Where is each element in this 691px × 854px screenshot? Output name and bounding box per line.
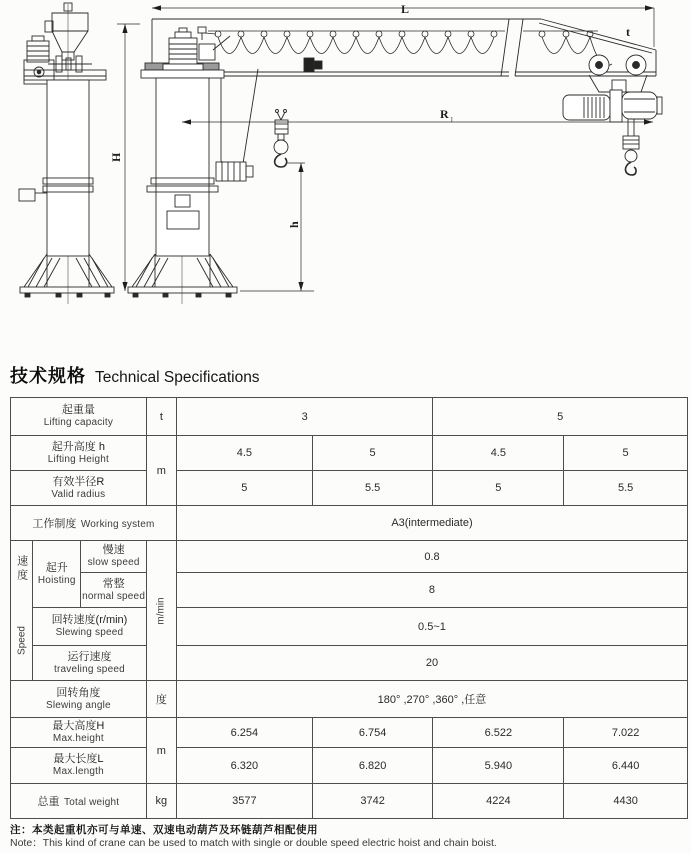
- label-en: Total weight: [64, 797, 120, 808]
- dim-label-R: R: [440, 107, 449, 121]
- value-radius-3: 5: [433, 471, 564, 506]
- electric-hoist: [563, 55, 662, 122]
- front-view: [128, 19, 662, 304]
- dimension-h: [240, 163, 314, 291]
- label-zh: 常整: [102, 577, 125, 590]
- row-normal-speed: [11, 573, 688, 608]
- label-en: slow speed: [87, 557, 140, 569]
- label-slewing-angle: [11, 681, 147, 718]
- unit-degree: 度: [146, 681, 176, 718]
- slewing-motor: [163, 28, 203, 70]
- value-traveling-speed: 20: [176, 646, 687, 681]
- label-en: normal speed: [82, 590, 146, 602]
- row-max-height: [11, 718, 688, 748]
- label-traveling-speed: [33, 646, 147, 681]
- value-height-3: 4.5: [433, 436, 564, 471]
- label-speed-group: [11, 541, 33, 681]
- value-max-length-2: 6.820: [312, 748, 433, 784]
- unit-kg: kg: [146, 784, 176, 819]
- row-valid-radius: [11, 471, 688, 506]
- footnote-zh: 注：本类起重机亦可与单速、双速电动葫芦及环链葫芦相配使用: [10, 824, 318, 836]
- unit-m: m: [146, 436, 176, 506]
- row-total-weight: [11, 784, 688, 819]
- label-en: Slewing speed: [55, 627, 124, 639]
- value-weight-2: 3742: [312, 784, 433, 819]
- label-lifting-height: [11, 436, 147, 471]
- unit-m: m: [146, 718, 176, 784]
- label-en: Lifting Height: [47, 453, 109, 465]
- label-slewing-speed: [33, 608, 147, 646]
- label-zh: 回转速度(r/min): [51, 614, 128, 627]
- jib-crane-drawing: [0, 0, 691, 355]
- column-base: [128, 254, 237, 297]
- section-title-zh: 技术规格: [10, 366, 86, 386]
- label-en-vertical: Speed: [16, 626, 28, 655]
- rail-stop: [304, 58, 322, 72]
- label-zh: 起重量: [61, 404, 95, 417]
- label-en: Valid radius: [51, 488, 106, 500]
- label-zh: 慢速: [102, 544, 125, 557]
- label-max-length: [11, 748, 147, 784]
- value-slow-speed: 0.8: [176, 541, 687, 573]
- dim-label-R-sub: 1: [450, 116, 454, 124]
- row-traveling-speed: [11, 646, 688, 681]
- label-lifting-capacity: [11, 398, 147, 436]
- row-working-system: [11, 506, 688, 541]
- value-capacity-3: 3: [176, 398, 433, 436]
- festoon-cable: [205, 31, 612, 65]
- footnote-en: Note：This kind of crane can be used to match with single or double speed electric hoist and chain boist.: [10, 837, 497, 850]
- label-total-weight: [11, 784, 147, 819]
- column-base: [20, 254, 114, 297]
- label-normal-speed: [81, 573, 146, 608]
- row-lifting-height: [11, 436, 688, 471]
- label-working-system: [11, 506, 177, 541]
- unit-vertical: m/min: [155, 596, 167, 625]
- section-title: [10, 362, 260, 388]
- side-view: [19, 3, 114, 304]
- section-title-en: Technical Specifications: [95, 369, 260, 386]
- label-en: traveling speed: [54, 663, 125, 675]
- cable-clamp: [198, 27, 206, 40]
- value-weight-1: 3577: [176, 784, 312, 819]
- row-slewing-angle: [11, 681, 688, 718]
- unit-m-min: [146, 541, 176, 681]
- value-slewing-speed: 0.5~1: [176, 608, 687, 646]
- value-max-height-1: 6.254: [176, 718, 312, 748]
- value-max-height-3: 6.522: [433, 718, 564, 748]
- label-hoisting: [33, 541, 81, 608]
- label-zh: 有效半径R: [52, 475, 105, 488]
- label-valid-radius: [11, 471, 147, 506]
- label-en: Slewing angle: [45, 699, 111, 711]
- label-zh: 最大高度H: [52, 720, 105, 733]
- label-slow-speed: [81, 541, 146, 573]
- row-max-length: [11, 748, 688, 784]
- label-max-height: [11, 718, 147, 748]
- value-weight-4: 4430: [564, 784, 688, 819]
- boom: [152, 19, 656, 76]
- dim-label-H: H: [109, 152, 123, 162]
- value-max-length-4: 6.440: [564, 748, 688, 784]
- value-working-system: A3(intermediate): [176, 506, 687, 541]
- label-zh: 回转角度: [56, 686, 101, 699]
- value-slewing-angle: 180° ,270° ,360° ,任意: [176, 681, 687, 718]
- label-zh-vertical: 速度: [15, 555, 28, 583]
- hook-block-min-radius: [274, 110, 288, 168]
- value-max-height-2: 6.754: [312, 718, 433, 748]
- label-en: Max.height: [52, 733, 104, 745]
- label-zh: 总重: [37, 796, 60, 808]
- row-slewing-speed: [11, 608, 688, 646]
- row-lifting-capacity: [11, 398, 688, 436]
- label-en: Max.length: [52, 766, 104, 778]
- label-en: Lifting capacity: [43, 417, 114, 429]
- label-zh: 工作制度: [32, 518, 77, 530]
- label-zh: 最大长度L: [53, 753, 104, 766]
- value-max-length-1: 6.320: [176, 748, 312, 784]
- label-en: Working system: [80, 519, 155, 530]
- junction-box: [199, 44, 215, 60]
- value-radius-4: 5.5: [564, 471, 688, 506]
- value-height-4: 5: [564, 436, 688, 471]
- value-max-height-4: 7.022: [564, 718, 688, 748]
- label-zh: 起升高度 h: [51, 440, 105, 453]
- value-height-1: 4.5: [176, 436, 312, 471]
- sleeve-gusset: [216, 69, 258, 181]
- row-slow-speed: [11, 541, 688, 573]
- dim-label-h: h: [287, 221, 301, 228]
- label-en: Hoisting: [37, 574, 76, 586]
- value-radius-2: 5.5: [312, 471, 433, 506]
- unit-lifting-capacity: t: [146, 398, 176, 436]
- value-radius-1: 5: [176, 471, 312, 506]
- footnote: [10, 824, 497, 850]
- value-weight-3: 4224: [433, 784, 564, 819]
- dim-label-L: L: [401, 2, 410, 16]
- value-max-length-3: 5.940: [433, 748, 564, 784]
- boom-tip-mark: t: [626, 25, 630, 39]
- label-zh: 运行速度: [67, 650, 112, 663]
- hook-block-max-radius: [623, 119, 639, 175]
- label-zh: 起升: [45, 561, 68, 574]
- value-height-2: 5: [312, 436, 433, 471]
- spec-table: [10, 397, 688, 819]
- value-normal-speed: 8: [176, 573, 687, 608]
- value-capacity-5: 5: [433, 398, 688, 436]
